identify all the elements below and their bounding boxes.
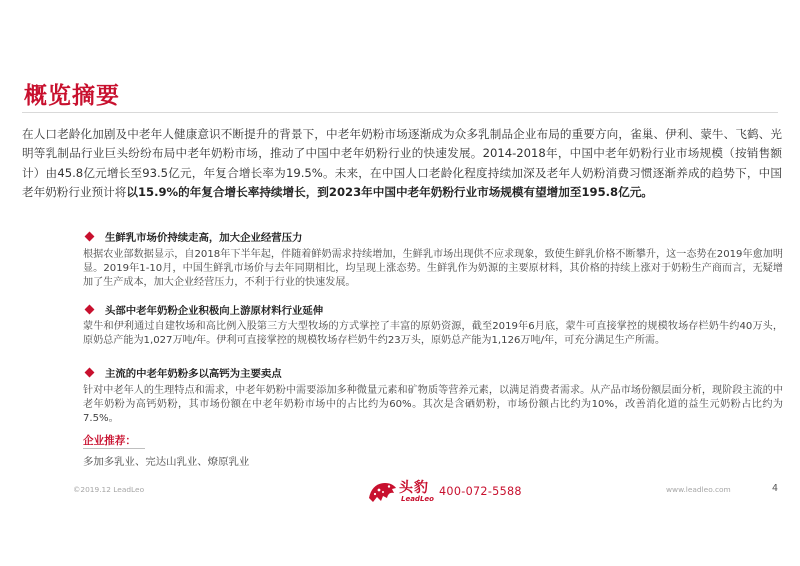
summary-highlight: 以15.9%的年复合增长率持续增长，到2023年中国中老年奶粉行业市场规模有望增加至195.8亿元。: [126, 185, 653, 200]
summary-paragraph: [22, 125, 782, 203]
section-heading-1: [86, 229, 302, 244]
diamond-bullet-icon: [85, 305, 95, 315]
recommend-divider: [83, 448, 145, 449]
recommend-label: 企业推荐：: [83, 435, 136, 447]
title-divider: [22, 112, 778, 113]
footer-phone: 400-072-5588: [439, 485, 522, 498]
footer-logo: [365, 474, 522, 508]
section-heading-3: [86, 365, 282, 380]
recommend-companies: 多加多乳业、完达山乳业、燎原乳业: [83, 456, 250, 468]
diamond-bullet-icon: [85, 232, 95, 242]
summary-text: 在人口老龄化加剧及中老年人健康意识不断提升的背景下，中老年奶粉市场逐渐成为众多乳制品企业布局的重要方向，雀巢、伊利、蒙牛、飞鹤、光明等乳制品行业巨头纷纷布局中老年奶粉市场，推动了中国中老年奶粉行业的快速发展。2014-2018年，中国中老年奶粉行业市场规模（按销售额计）由45.8亿元增长至93.5亿元，年复合增长率为19.5%。未来，在中国人口老龄化程度持续加深及老年人奶粉消费习惯逐渐养成的趋势下，中国老年奶粉行业预计将: [22, 127, 782, 200]
page-number: 4: [772, 483, 778, 494]
diamond-bullet-icon: [85, 368, 95, 378]
section-heading-2: [86, 302, 323, 317]
footer-url: www.leadleo.com: [666, 485, 731, 494]
section-heading-3-text: 主流的中老年奶粉多以高钙为主要卖点: [105, 368, 282, 380]
leopard-logo-icon: [365, 474, 399, 508]
logo-english-text: LeadLeo: [401, 495, 434, 503]
section-body-2: 蒙牛和伊利通过自建牧场和高比例入股第三方大型牧场的方式掌控了丰富的原奶资源，截至2019年6月底，蒙牛可直接掌控的规模牧场存栏奶牛约40万头，原奶总产能为1,027万吨/年。伊利可直接掌控的规模牧场存栏奶牛约23万头，原奶总产能为1,126万吨/年，可充分满足生产所需。: [83, 321, 783, 346]
section-heading-2-text: 头部中老年奶粉企业积极向上游原材料行业延伸: [105, 305, 324, 317]
section-body-1: 根据农业部数据显示，自2018年下半年起，伴随着鲜奶需求持续增加，生鲜乳市场出现供不应求现象，致使生鲜乳价格不断攀升，这一态势在2019年愈加明显。2019年1-10月，中国生鲜乳市场价与去年同期相比，均呈现上涨态势。生鲜乳作为奶源的主要原材料，其价格的持续上涨对于奶粉生产商而言，无疑增加了生产成本，加大企业经营压力，不利于行业的快速发展。: [83, 249, 783, 288]
page-title: 概览摘要: [24, 83, 120, 109]
footer-copyright: ©2019.12 LeadLeo: [73, 485, 145, 494]
section-heading-1-text: 生鲜乳市场价持续走高，加大企业经营压力: [105, 232, 303, 244]
logo-chinese-text: 头豹: [399, 480, 429, 496]
section-body-3: 针对中老年人的生理特点和需求，中老年奶粉中需要添加多种微量元素和矿物质等营养元素，以满足消费者需求。从产品市场份额层面分析，现阶段主流的中老年奶粉为高钙奶粉，其市场份额在中老年奶粉市场中的占比约为60%。其次是含硒奶粉，市场份额占比约为10%，改善消化道的益生元奶粉占比约为7.5%。: [83, 385, 783, 424]
